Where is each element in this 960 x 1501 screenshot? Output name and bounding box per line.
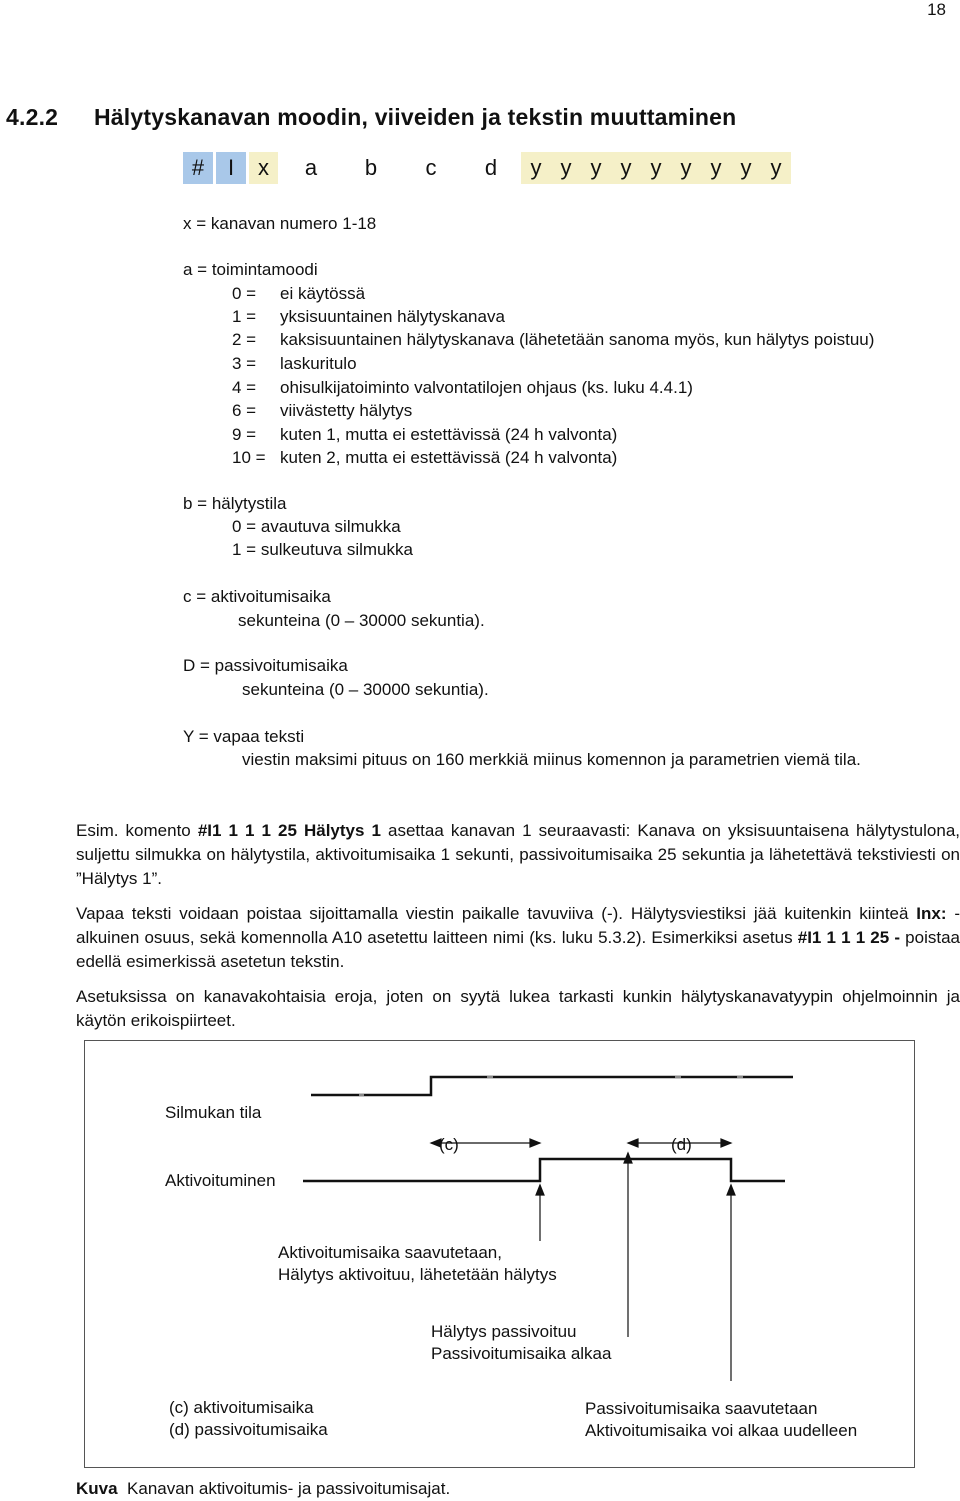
activation-note-line1: Aktivoitumisaika saavutetaan, [278, 1243, 502, 1262]
activation-note-line2: Hälytys aktivoituu, lähetetään hälytys [278, 1265, 557, 1284]
command-cell-hash: # [183, 152, 213, 184]
command-cell-y: y [641, 152, 671, 184]
legend-d: (d) passivoitumisaika [169, 1420, 328, 1439]
command-cell-y: y [731, 152, 761, 184]
section-number: 4.2.2 [6, 104, 59, 130]
passivation-reached-line1: Passivoitumisaika saavutetaan [585, 1399, 818, 1418]
def-a-text: laskuritulo [280, 354, 357, 373]
def-a-code: 0 = [232, 284, 257, 303]
example-paragraph [76, 819, 960, 891]
def-a-text: kuten 2, mutta ei estettävissä (24 h valvonta) [280, 448, 618, 467]
def-a-text: kaksisuuntainen hälytyskanava (lähetetään sanoma myös, kun hälytys poistuu) [280, 330, 875, 349]
def-a-title: a = toimintamoodi [183, 260, 318, 279]
def-a-code: 10 = [232, 448, 266, 467]
command-cell-a: a [304, 155, 318, 180]
command-cell-y: y [581, 152, 611, 184]
def-a-text: viivästetty hälytys [280, 401, 413, 420]
def-a-text: yksisuuntainen hälytyskanava [280, 307, 505, 326]
passivation-reached-line2: Aktivoitumisaika voi alkaa uudelleen [585, 1421, 858, 1440]
section-heading [6, 104, 736, 131]
command-cell-y: y [761, 152, 791, 184]
passivation-note-line1: Hälytys passivoituu [431, 1322, 577, 1341]
def-a-text: kuten 1, mutta ei estettävissä (24 h valvonta) [280, 425, 618, 444]
def-c-desc: sekunteina (0 – 30000 sekuntia). [238, 611, 485, 630]
activation-label: Aktivoituminen [165, 1171, 276, 1190]
free-text-paragraph [76, 902, 960, 974]
loop-state-label: Silmukan tila [165, 1103, 262, 1122]
command-cell-c: c [425, 155, 437, 180]
legend-c: (c) aktivoitumisaika [169, 1398, 314, 1417]
caption-label: Kuva [76, 1479, 118, 1498]
d-left-arrowhead [628, 1139, 638, 1147]
page-number: 18 [927, 0, 946, 19]
def-a-code: 4 = [232, 378, 257, 397]
settings-paragraph: Asetuksissa on kanavakohtaisia eroja, joten on syytä lukea tarkasti kunkin hälytyskanavatyypin ohjelmoinnin ja käytön erikoispiirteet. [76, 987, 960, 1030]
def-a-code: 1 = [232, 307, 257, 326]
def-x: x = kanavan numero 1-18 [183, 214, 377, 233]
figure-caption [76, 1479, 450, 1499]
command-cell-y: y [611, 152, 641, 184]
def-a-code: 2 = [232, 330, 257, 349]
def-b-item: 0 = avautuva silmukka [232, 517, 401, 536]
def-c-title: c = aktivoitumisaika [183, 587, 331, 606]
command-cell-d: d [484, 155, 498, 180]
def-y-desc: viestin maksimi pituus on 160 merkkiä miinus komennon ja parametrien viemä tila. [242, 750, 861, 769]
free-text-prefix: Inx: [916, 904, 947, 923]
caption-text: Kanavan aktivoitumis- ja passivoitumisajat. [127, 1479, 451, 1498]
free-text-command: #I1 1 1 1 25 - [797, 928, 901, 947]
command-cell-y: y [551, 152, 581, 184]
def-a-text: ei käytössä [280, 284, 366, 303]
def-a-code: 6 = [232, 401, 257, 420]
section-title: Hälytyskanavan moodin, viiveiden ja tekstin muuttaminen [94, 104, 737, 130]
def-a-text: ohisulkijatoiminto valvontatilojen ohjaus (ks. luku 4.4.1) [280, 378, 693, 397]
passivation-note-line2: Passivoitumisaika alkaa [431, 1344, 612, 1363]
command-cell-x: x [249, 152, 278, 184]
c-interval-label: (c) [439, 1135, 459, 1154]
loop-state-signal [311, 1077, 793, 1095]
free-text-text: Vapaa teksti voidaan poistaa sijoittamalla viestin paikalle tavuviiva (-). Hälytysviestiksi jää kuitenkin kiinteä [76, 904, 917, 923]
command-cell-y: y [521, 152, 551, 184]
passivation-end-pointer-head [727, 1185, 735, 1195]
activation-signal [303, 1159, 785, 1181]
free-text-text: poistaa edellä esimerkissä asetetun tekstin. [76, 928, 960, 971]
d-interval-label: (d) [671, 1135, 692, 1154]
command-cell-b: b [364, 155, 378, 180]
command-cell-y: y [701, 152, 731, 184]
def-d-desc: sekunteina (0 – 30000 sekuntia). [242, 680, 489, 699]
activation-pointer-head [536, 1185, 544, 1195]
free-text-text: -alkuinen osuus, sekä komennolla A10 asetettu laitteen nimi (ks. luku 5.3.2). Esimerkiksi asetus [76, 904, 960, 947]
def-d-title: D = passivoitumisaika [183, 656, 348, 675]
def-y-title: Y = vapaa teksti [183, 727, 305, 746]
example-text: Esim. komento [76, 821, 198, 840]
def-b-title: b = hälytystila [183, 494, 287, 513]
def-b-item: 1 = sulkeutuva silmukka [232, 540, 413, 559]
def-a-code: 9 = [232, 425, 257, 444]
c-right-arrowhead [530, 1139, 540, 1147]
command-cell-y: y [671, 152, 701, 184]
timing-figure [84, 1040, 915, 1468]
example-text: asettaa kanavan 1 seuraavasti: Kanava on yksisuuntaisena hälytystulona, suljettu silmukka on hälytystila, aktivoitumisaika 1 sekunti, passivoitumisaika 25 sekuntia ja lähetettävä tekstiviesti on ”Hälytys 1”. [76, 821, 960, 888]
command-format-row [183, 152, 791, 184]
def-a-code: 3 = [232, 354, 257, 373]
command-cell-i: I [216, 152, 246, 184]
example-command: #I1 1 1 1 25 Hälytys 1 [197, 821, 381, 840]
d-right-arrowhead [721, 1139, 731, 1147]
